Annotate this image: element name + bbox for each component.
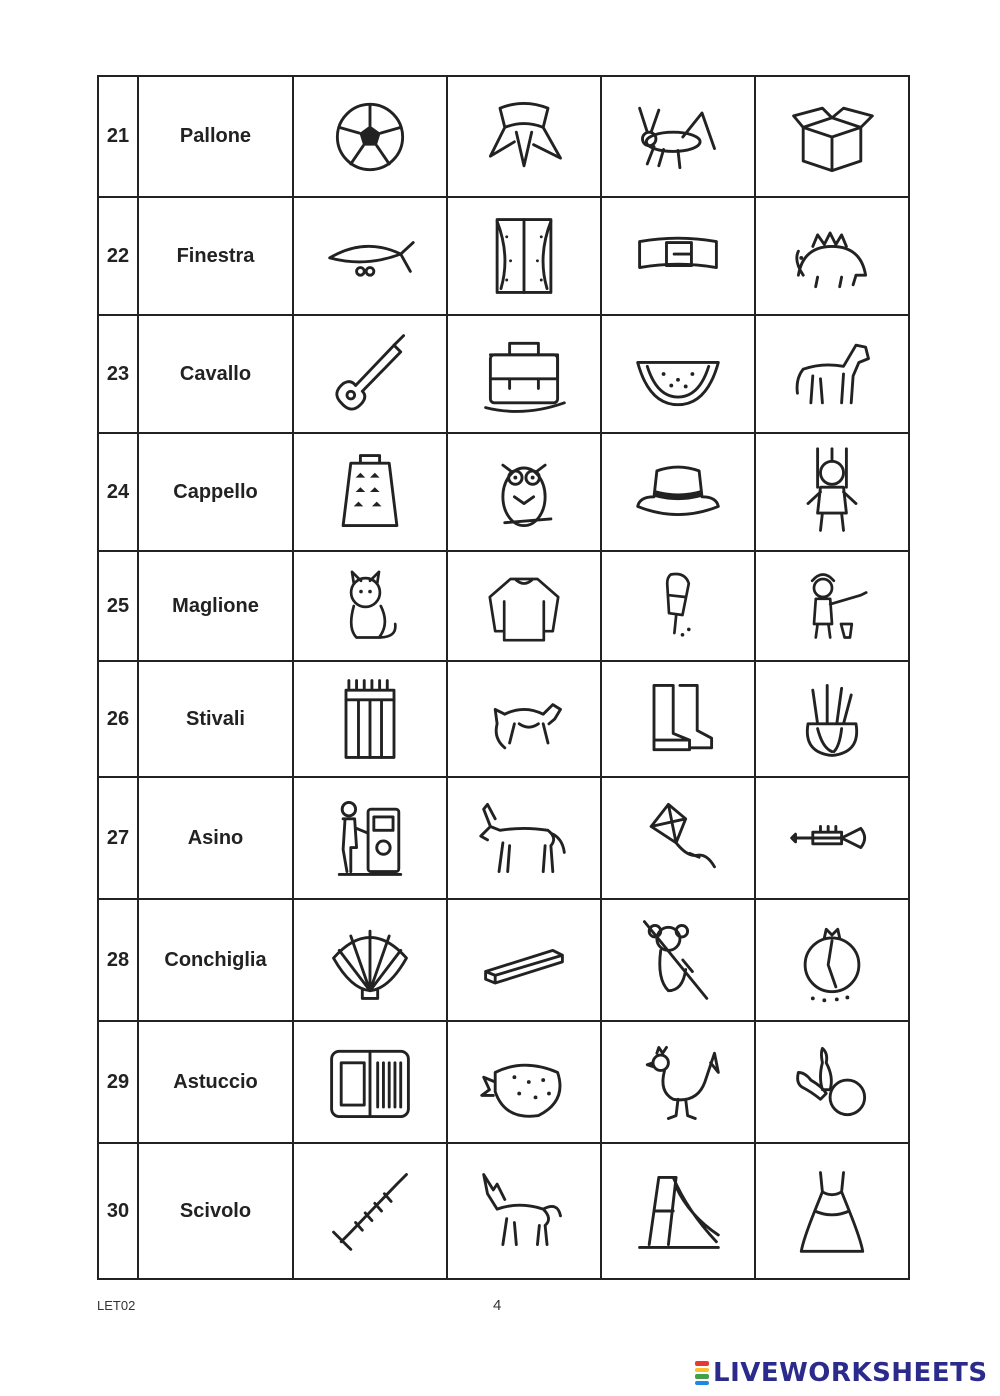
picture-option[interactable] [601,315,755,433]
picture-option[interactable] [755,777,909,899]
target-word: Asino [138,777,293,899]
picture-option[interactable] [293,899,447,1021]
picture-option[interactable] [293,197,447,315]
pencil-case-icon [322,1034,418,1130]
target-word: Astuccio [138,1021,293,1143]
kite-icon [630,790,726,886]
guitar-icon [322,326,418,422]
window-icon [476,208,572,304]
item-number: 21 [98,76,138,197]
bowling-icon [784,1034,880,1130]
screw-icon [322,1163,418,1259]
kitten-icon [325,561,415,651]
target-word: Maglione [138,551,293,661]
target-word: Scivolo [138,1143,293,1279]
picture-option[interactable] [447,899,601,1021]
item-number: 22 [98,197,138,315]
picture-option[interactable] [755,315,909,433]
picture-option[interactable] [601,899,755,1021]
item-number: 24 [98,433,138,551]
owl-icon [476,444,572,540]
table-row [98,197,909,315]
satchel-icon [476,326,572,422]
item-number: 23 [98,315,138,433]
picture-option[interactable] [293,1021,447,1143]
worksheet-code: LET02 [97,1298,136,1313]
fuel-pump-icon [322,790,418,886]
dinosaur-icon [784,208,880,304]
unicorn-icon [476,1163,572,1259]
watermelon-slice-icon [630,326,726,422]
picture-option[interactable] [601,433,755,551]
worksheet-table [97,75,910,1280]
picture-option[interactable] [601,661,755,777]
picture-option[interactable] [293,777,447,899]
neckerchief-icon [476,89,572,185]
grasshopper-icon [630,89,726,185]
belt-icon [630,208,726,304]
picture-option[interactable] [447,76,601,197]
picture-option[interactable] [601,197,755,315]
picture-option[interactable] [447,777,601,899]
target-word: Stivali [138,661,293,777]
picture-option[interactable] [755,899,909,1021]
picture-option[interactable] [293,433,447,551]
picture-option[interactable] [755,76,909,197]
puppet-icon [784,444,880,540]
picture-option[interactable] [755,551,909,661]
picture-option[interactable] [601,1143,755,1279]
picture-option[interactable] [755,197,909,315]
picture-option[interactable] [447,315,601,433]
pea-pod-icon [322,208,418,304]
liveworksheets-logo[interactable] [695,1358,988,1388]
seashell-icon [322,912,418,1008]
slide-icon [630,1163,726,1259]
picture-option[interactable] [447,1143,601,1279]
picture-option[interactable] [447,197,601,315]
picture-option[interactable] [755,433,909,551]
picture-option[interactable] [447,551,601,661]
grater-icon [322,444,418,540]
item-number: 26 [98,661,138,777]
boots-icon [630,671,726,767]
picture-option[interactable] [447,1021,601,1143]
picture-option[interactable] [755,661,909,777]
target-word: Cappello [138,433,293,551]
table-row [98,661,909,777]
strawberry-icon [476,1034,572,1130]
item-number: 30 [98,1143,138,1279]
trumpet-icon [784,790,880,886]
sweater-icon [479,561,569,651]
picture-option[interactable] [755,1021,909,1143]
firefighter-icon [787,561,877,651]
cardboard-box-icon [784,89,880,185]
hat-icon [630,444,726,540]
target-word: Finestra [138,197,293,315]
koala-icon [630,912,726,1008]
table-row [98,1143,909,1279]
pomegranate-icon [784,912,880,1008]
target-word: Conchiglia [138,899,293,1021]
table-row [98,1021,909,1143]
table-row [98,315,909,433]
horse-icon [784,326,880,422]
picture-option[interactable] [293,661,447,777]
brand-name: LIVEWORKSHEETS [713,1358,988,1388]
picture-option[interactable] [447,433,601,551]
item-number: 29 [98,1021,138,1143]
table-row [98,433,909,551]
picture-option[interactable] [293,76,447,197]
plank-icon [476,912,572,1008]
table-row [98,899,909,1021]
picture-option[interactable] [601,76,755,197]
picture-option[interactable] [293,315,447,433]
picture-option[interactable] [601,551,755,661]
item-number: 25 [98,551,138,661]
picture-option[interactable] [601,777,755,899]
page-number: 4 [493,1297,502,1314]
table-row [98,551,909,661]
target-word: Pallone [138,76,293,197]
target-word: Cavallo [138,315,293,433]
item-number: 28 [98,899,138,1021]
fennel-icon [784,671,880,767]
logo-mark-icon [695,1360,709,1386]
donkey-icon [476,790,572,886]
picture-option[interactable] [601,1021,755,1143]
ice-lolly-icon [633,561,723,651]
picture-option[interactable] [447,661,601,777]
dogs-icon [476,671,572,767]
dress-icon [784,1163,880,1259]
rooster-icon [630,1034,726,1130]
table-row [98,76,909,197]
picture-option[interactable] [755,1143,909,1279]
picture-option[interactable] [293,551,447,661]
soccer-ball-icon [322,89,418,185]
gate-icon [322,671,418,767]
picture-option[interactable] [293,1143,447,1279]
table-row [98,777,909,899]
item-number: 27 [98,777,138,899]
